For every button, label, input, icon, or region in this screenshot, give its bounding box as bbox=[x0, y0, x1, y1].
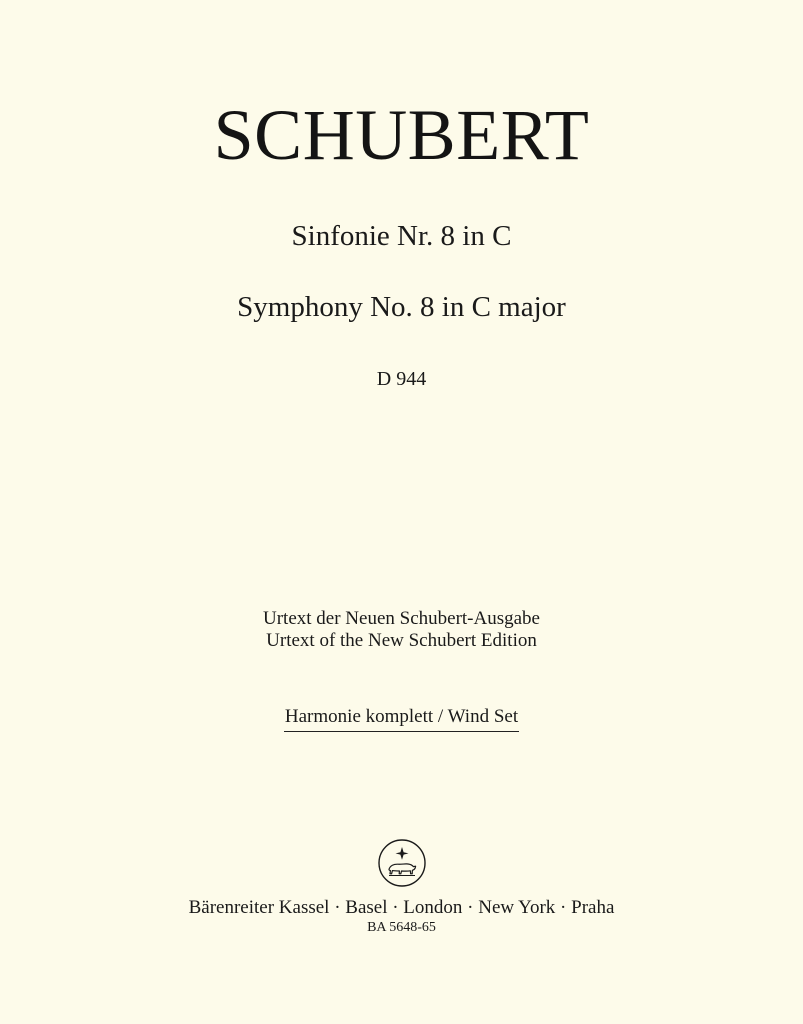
publisher-line: Bärenreiter Kassel · Basel · London · New York · Praha bbox=[188, 897, 615, 918]
composer-name: SCHUBERT bbox=[213, 95, 590, 175]
title-english: Symphony No. 8 in C major bbox=[237, 291, 566, 323]
urtext-german: Urtext der Neuen Schubert-Ausgabe bbox=[263, 608, 540, 629]
title-german: Sinfonie Nr. 8 in C bbox=[291, 220, 512, 252]
urtext-english: Urtext of the New Schubert Edition bbox=[266, 630, 537, 651]
order-number: BA 5648-65 bbox=[367, 920, 436, 935]
baerenreiter-bear-logo-icon bbox=[377, 838, 427, 888]
catalog-number: D 944 bbox=[376, 368, 427, 390]
edition-label: Harmonie komplett / Wind Set bbox=[284, 705, 519, 732]
edition-block bbox=[0, 705, 803, 732]
